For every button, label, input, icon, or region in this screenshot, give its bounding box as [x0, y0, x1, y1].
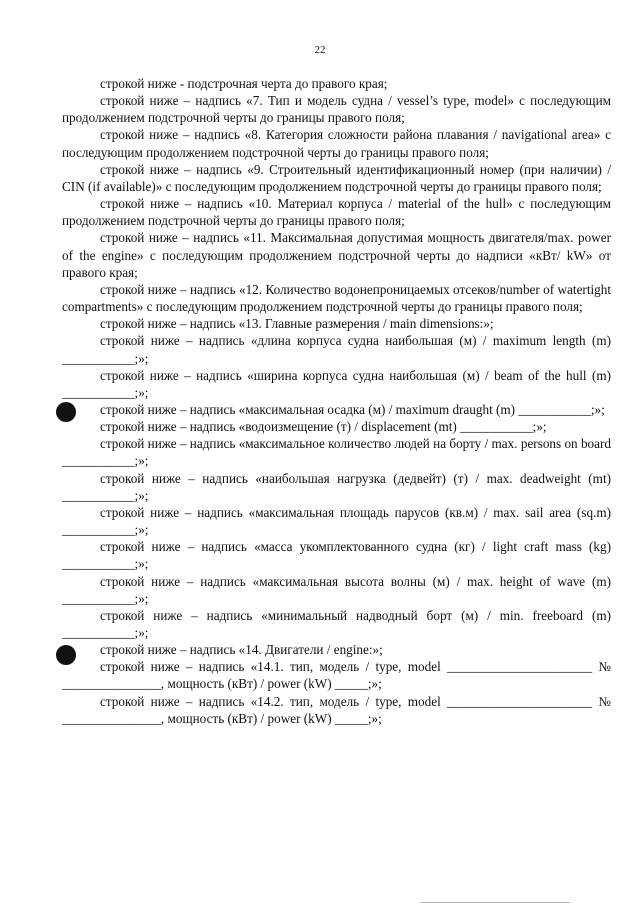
page-number: 22: [314, 44, 326, 56]
paragraph: строкой ниже – надпись «масса укомплектованного судна (кг) / light craft mass (kg) ___________;»;: [62, 539, 611, 572]
punch-hole: [56, 645, 76, 665]
punch-hole: [56, 402, 76, 422]
paragraph: строкой ниже – надпись «длина корпуса судна наибольшая (м) / maximum length (m) ___________;»;: [62, 333, 611, 366]
paragraph: строкой ниже - подстрочная черта до правого края;: [100, 76, 388, 91]
paragraph: строкой ниже – надпись «10. Материал корпуса / material of the hull» с последующим продолжением подстрочной черты до границы правого поля;: [62, 196, 611, 229]
paragraph: строкой ниже – надпись «11. Максимальная допустимая мощность двигателя/max. power of the engine» с последующим продолжением подстрочной черты до надписи «кВт/ kW» от правого края;: [62, 230, 611, 280]
paragraph: строкой ниже – надпись «9. Строительный идентификационный номер (при наличии) / CIN (if available)» с последующим продолжением подстрочной черты до границы правого поля;: [62, 161, 611, 194]
paragraph: строкой ниже – надпись «максимальное количество людей на борту / max. persons on board ___________;»;: [62, 436, 611, 469]
paragraph: строкой ниже – надпись «8. Категория сложности района плавания / navigational area» с последующим продолжением подстрочной черты до границы правого поля;: [62, 127, 611, 160]
paragraph: строкой ниже – надпись «12. Количество водонепроницаемых отсеков/number of watertight compartments» с последующим продолжением подстрочной черты до границы правого поля;: [62, 281, 611, 315]
paragraph: строкой ниже – надпись «13. Главные размерения / main dimensions:»;: [100, 316, 494, 332]
paragraph: строкой ниже – надпись «ширина корпуса судна наибольшая (м) / beam of the hull (m) ___________;»;: [62, 367, 611, 400]
paragraph: строкой ниже – надпись «максимальная осадка (м) / maximum draught (m) ___________;»;: [100, 401, 605, 417]
paragraph: строкой ниже – надпись «максимальная высота волны (м) / max. height of wave (m) ___________;»;: [62, 573, 611, 606]
document-body: [62, 75, 611, 727]
paragraph: строкой ниже – надпись «14.2. тип, модель / type, model ______________________ № _______________, мощность (кВт) / power (kW) _____;»;: [62, 693, 611, 726]
paragraph: строкой ниже – надпись «14. Двигатели / engine:»;: [100, 642, 383, 658]
scan-edge-line: [420, 902, 570, 903]
paragraph: строкой ниже – надпись «14.1. тип, модель / type, model ______________________ № _______________, мощность (кВт) / power (kW) _____;»;: [62, 659, 611, 692]
paragraph: строкой ниже – надпись «наибольшая нагрузка (дедвейт) (т) / max. deadweight (mt) ___________;»;: [62, 470, 611, 503]
paragraph: строкой ниже – надпись «водоизмещение (т) / displacement (mt) ___________;»;: [100, 419, 547, 435]
paragraph: строкой ниже – надпись «7. Тип и модель судна / vessel’s type, model» с последующим продолжением подстрочной черты до границы правого поля;: [62, 93, 611, 126]
paragraph: строкой ниже – надпись «максимальная площадь парусов (кв.м) / max. sail area (sq.m) ___________;»;: [62, 504, 611, 538]
paragraph: строкой ниже – надпись «минимальный надводный борт (м) / min. freeboard (m) ___________;»;: [62, 607, 611, 640]
